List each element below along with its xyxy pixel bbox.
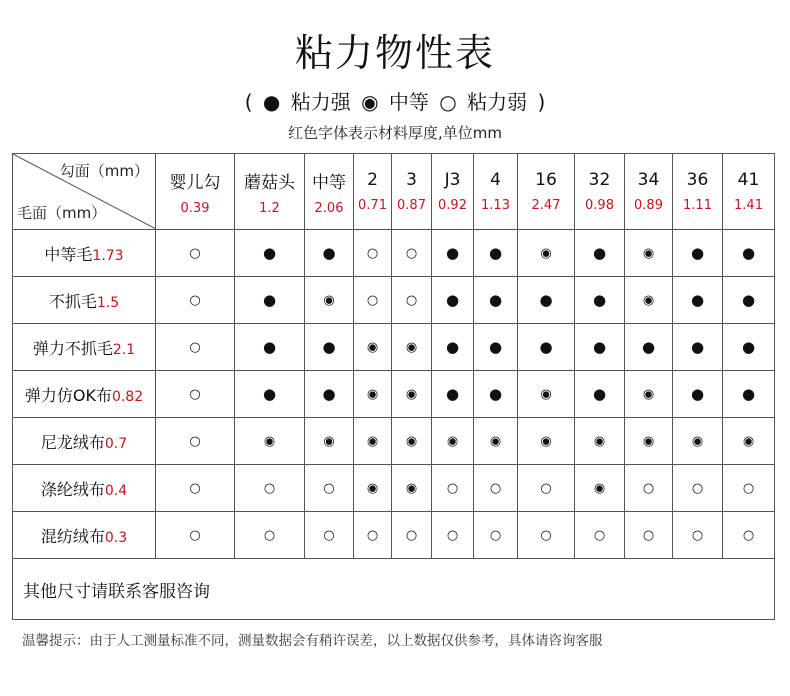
column-header xyxy=(673,154,723,230)
adhesion-cell: ● xyxy=(432,371,474,418)
adhesion-cell: ◉ xyxy=(723,418,775,465)
strong-symbol-icon: ● xyxy=(262,90,281,114)
adhesion-cell: ● xyxy=(305,324,354,371)
adhesion-cell: ◉ xyxy=(575,418,625,465)
bottom-note: 温馨提示：由于人工测量标准不同，测量数据会有稍许误差，以上数据仅供参考，具体请咨询客服 xyxy=(22,633,603,649)
row-thickness: 0.7 xyxy=(104,435,128,452)
column-header xyxy=(518,154,575,230)
adhesion-cell: ○ xyxy=(235,512,305,559)
adhesion-cell: ○ xyxy=(625,465,673,512)
adhesion-cell: ◉ xyxy=(235,418,305,465)
adhesion-cell: ● xyxy=(518,324,575,371)
row-header xyxy=(13,465,156,512)
adhesion-cell: ○ xyxy=(474,465,518,512)
adhesion-cell: ● xyxy=(575,230,625,277)
adhesion-cell: ◉ xyxy=(354,465,392,512)
adhesion-cell: ● xyxy=(575,277,625,324)
adhesion-cell: ◉ xyxy=(474,418,518,465)
legend-open: ( xyxy=(244,90,253,114)
legend-close: ) xyxy=(537,90,546,114)
adhesion-cell: ○ xyxy=(354,277,392,324)
row-name: 不抓毛 xyxy=(48,291,97,311)
column-name: 蘑菇头 xyxy=(244,172,295,193)
adhesion-table xyxy=(12,153,775,620)
adhesion-cell: ○ xyxy=(156,277,235,324)
column-thickness: 0.87 xyxy=(397,198,426,213)
adhesion-cell: ● xyxy=(235,230,305,277)
column-name: 34 xyxy=(637,170,660,190)
weak-symbol-icon: ○ xyxy=(439,90,457,114)
adhesion-cell: ● xyxy=(723,324,775,371)
column-header xyxy=(354,154,392,230)
adhesion-cell: ● xyxy=(723,277,775,324)
adhesion-cell: ◉ xyxy=(625,371,673,418)
adhesion-cell: ○ xyxy=(432,465,474,512)
adhesion-cell: ○ xyxy=(235,465,305,512)
adhesion-cell: ◉ xyxy=(575,465,625,512)
legend-strong-label: 粘力强 xyxy=(290,90,351,114)
column-thickness: 0.71 xyxy=(358,198,387,213)
column-thickness: 0.98 xyxy=(585,198,614,213)
adhesion-cell: ● xyxy=(673,277,723,324)
adhesion-cell: ◉ xyxy=(625,277,673,324)
adhesion-cell: ○ xyxy=(673,512,723,559)
column-header xyxy=(305,154,354,230)
column-header xyxy=(235,154,305,230)
column-thickness: 0.39 xyxy=(180,200,210,216)
legend-weak-label: 粘力弱 xyxy=(467,90,528,114)
adhesion-cell: ● xyxy=(673,371,723,418)
column-header xyxy=(432,154,474,230)
adhesion-cell: ○ xyxy=(156,465,235,512)
adhesion-cell: ○ xyxy=(354,512,392,559)
adhesion-cell: ○ xyxy=(156,512,235,559)
column-name: 中等 xyxy=(312,172,346,193)
adhesion-cell: ● xyxy=(723,371,775,418)
column-header xyxy=(474,154,518,230)
row-thickness: 0.4 xyxy=(104,482,128,499)
adhesion-cell: ○ xyxy=(305,465,354,512)
adhesion-cell: ○ xyxy=(518,512,575,559)
row-header xyxy=(13,512,156,559)
table-row xyxy=(13,418,775,465)
column-name: 2 xyxy=(367,170,378,190)
adhesion-cell: ○ xyxy=(354,230,392,277)
adhesion-cell: ○ xyxy=(305,512,354,559)
row-name: 弹力仿OK布 xyxy=(24,385,112,405)
adhesion-cell: ○ xyxy=(723,512,775,559)
row-header xyxy=(13,277,156,324)
adhesion-cell: ◉ xyxy=(392,465,432,512)
adhesion-cell: ● xyxy=(673,324,723,371)
thickness-note: 红色字体表示材料厚度,单位mm xyxy=(288,124,502,142)
adhesion-cell: ◉ xyxy=(392,371,432,418)
row-thickness: 1.73 xyxy=(92,247,124,264)
adhesion-cell: ● xyxy=(474,324,518,371)
adhesion-cell: ◉ xyxy=(392,418,432,465)
column-name: 41 xyxy=(737,170,760,190)
column-name: 16 xyxy=(535,170,557,190)
column-name: 婴儿勾 xyxy=(169,172,221,193)
adhesion-cell: ◉ xyxy=(625,230,673,277)
column-header xyxy=(625,154,673,230)
row-thickness: 2.1 xyxy=(112,341,136,358)
adhesion-cell: ● xyxy=(235,371,305,418)
adhesion-cell: ◉ xyxy=(432,418,474,465)
adhesion-cell: ● xyxy=(235,324,305,371)
column-thickness: 0.89 xyxy=(634,198,663,213)
table-row xyxy=(13,324,775,371)
table-row xyxy=(13,512,775,559)
adhesion-cell: ◉ xyxy=(354,418,392,465)
adhesion-cell: ● xyxy=(625,324,673,371)
row-header xyxy=(13,324,156,371)
adhesion-cell: ● xyxy=(518,277,575,324)
adhesion-cell: ○ xyxy=(432,512,474,559)
hook-side-label: 勾面（mm） xyxy=(59,162,149,180)
adhesion-cell: ● xyxy=(432,230,474,277)
table-row xyxy=(13,371,775,418)
column-thickness: 1.11 xyxy=(683,198,712,213)
column-header xyxy=(392,154,432,230)
adhesion-cell: ○ xyxy=(156,324,235,371)
column-name: 32 xyxy=(588,170,611,190)
adhesion-cell: ◉ xyxy=(625,418,673,465)
adhesion-cell: ○ xyxy=(392,277,432,324)
column-thickness: 1.41 xyxy=(734,198,763,213)
table-row xyxy=(13,277,775,324)
adhesion-cell: ○ xyxy=(392,230,432,277)
row-name: 中等毛 xyxy=(44,244,93,264)
row-header xyxy=(13,371,156,418)
legend xyxy=(0,86,790,115)
adhesion-cell: ● xyxy=(305,371,354,418)
column-name: 3 xyxy=(406,170,417,190)
table-row xyxy=(13,230,775,277)
row-header xyxy=(13,418,156,465)
loop-side-label: 毛面（mm） xyxy=(17,204,107,222)
medium-symbol-icon: ◉ xyxy=(361,90,379,114)
adhesion-cell: ○ xyxy=(723,465,775,512)
row-thickness: 0.82 xyxy=(111,388,144,405)
adhesion-cell: ● xyxy=(723,230,775,277)
adhesion-cell: ○ xyxy=(392,512,432,559)
adhesion-cell: ◉ xyxy=(518,230,575,277)
row-name: 弹力不抓毛 xyxy=(32,338,113,358)
corner-header xyxy=(13,154,156,230)
column-header xyxy=(156,154,235,230)
column-thickness: 2.06 xyxy=(314,200,344,216)
adhesion-cell: ○ xyxy=(474,512,518,559)
adhesion-cell: ○ xyxy=(673,465,723,512)
adhesion-cell: ◉ xyxy=(673,418,723,465)
adhesion-cell: ● xyxy=(575,324,625,371)
adhesion-cell: ◉ xyxy=(354,371,392,418)
adhesion-cell: ● xyxy=(673,230,723,277)
adhesion-cell: ◉ xyxy=(305,277,354,324)
column-name: 36 xyxy=(686,170,709,190)
column-header xyxy=(575,154,625,230)
adhesion-cell: ● xyxy=(432,324,474,371)
adhesion-cell: ● xyxy=(474,230,518,277)
adhesion-cell: ◉ xyxy=(518,418,575,465)
column-name: J3 xyxy=(444,170,461,190)
footer-row xyxy=(13,559,775,620)
adhesion-cell: ◉ xyxy=(518,371,575,418)
adhesion-cell: ● xyxy=(432,277,474,324)
row-name: 尼龙绒布 xyxy=(40,432,105,452)
adhesion-cell: ◉ xyxy=(392,324,432,371)
legend-medium-label: 中等 xyxy=(388,90,429,114)
adhesion-cell: ○ xyxy=(575,512,625,559)
column-header xyxy=(723,154,775,230)
row-name: 涤纶绒布 xyxy=(40,479,105,499)
column-name: 4 xyxy=(490,170,501,190)
adhesion-cell: ● xyxy=(305,230,354,277)
contact-note: 其他尺寸请联系客服咨询 xyxy=(13,559,775,620)
adhesion-cell: ● xyxy=(474,277,518,324)
adhesion-cell: ● xyxy=(474,371,518,418)
column-thickness: 0.92 xyxy=(438,198,467,213)
column-thickness: 2.47 xyxy=(531,198,561,213)
table-row xyxy=(13,465,775,512)
adhesion-cell: ○ xyxy=(156,371,235,418)
row-name: 混纺绒布 xyxy=(40,526,105,546)
adhesion-cell: ◉ xyxy=(305,418,354,465)
row-thickness: 1.5 xyxy=(96,294,120,311)
column-thickness: 1.2 xyxy=(259,200,280,216)
column-thickness: 1.13 xyxy=(481,198,510,213)
row-header xyxy=(13,230,156,277)
adhesion-cell: ○ xyxy=(156,230,235,277)
row-thickness: 0.3 xyxy=(104,529,128,546)
page-title: 粘力物性表 xyxy=(294,31,495,75)
adhesion-cell: ◉ xyxy=(354,324,392,371)
adhesion-cell: ○ xyxy=(518,465,575,512)
adhesion-cell: ● xyxy=(575,371,625,418)
adhesion-cell: ○ xyxy=(625,512,673,559)
adhesion-cell: ○ xyxy=(156,418,235,465)
adhesion-cell: ● xyxy=(235,277,305,324)
